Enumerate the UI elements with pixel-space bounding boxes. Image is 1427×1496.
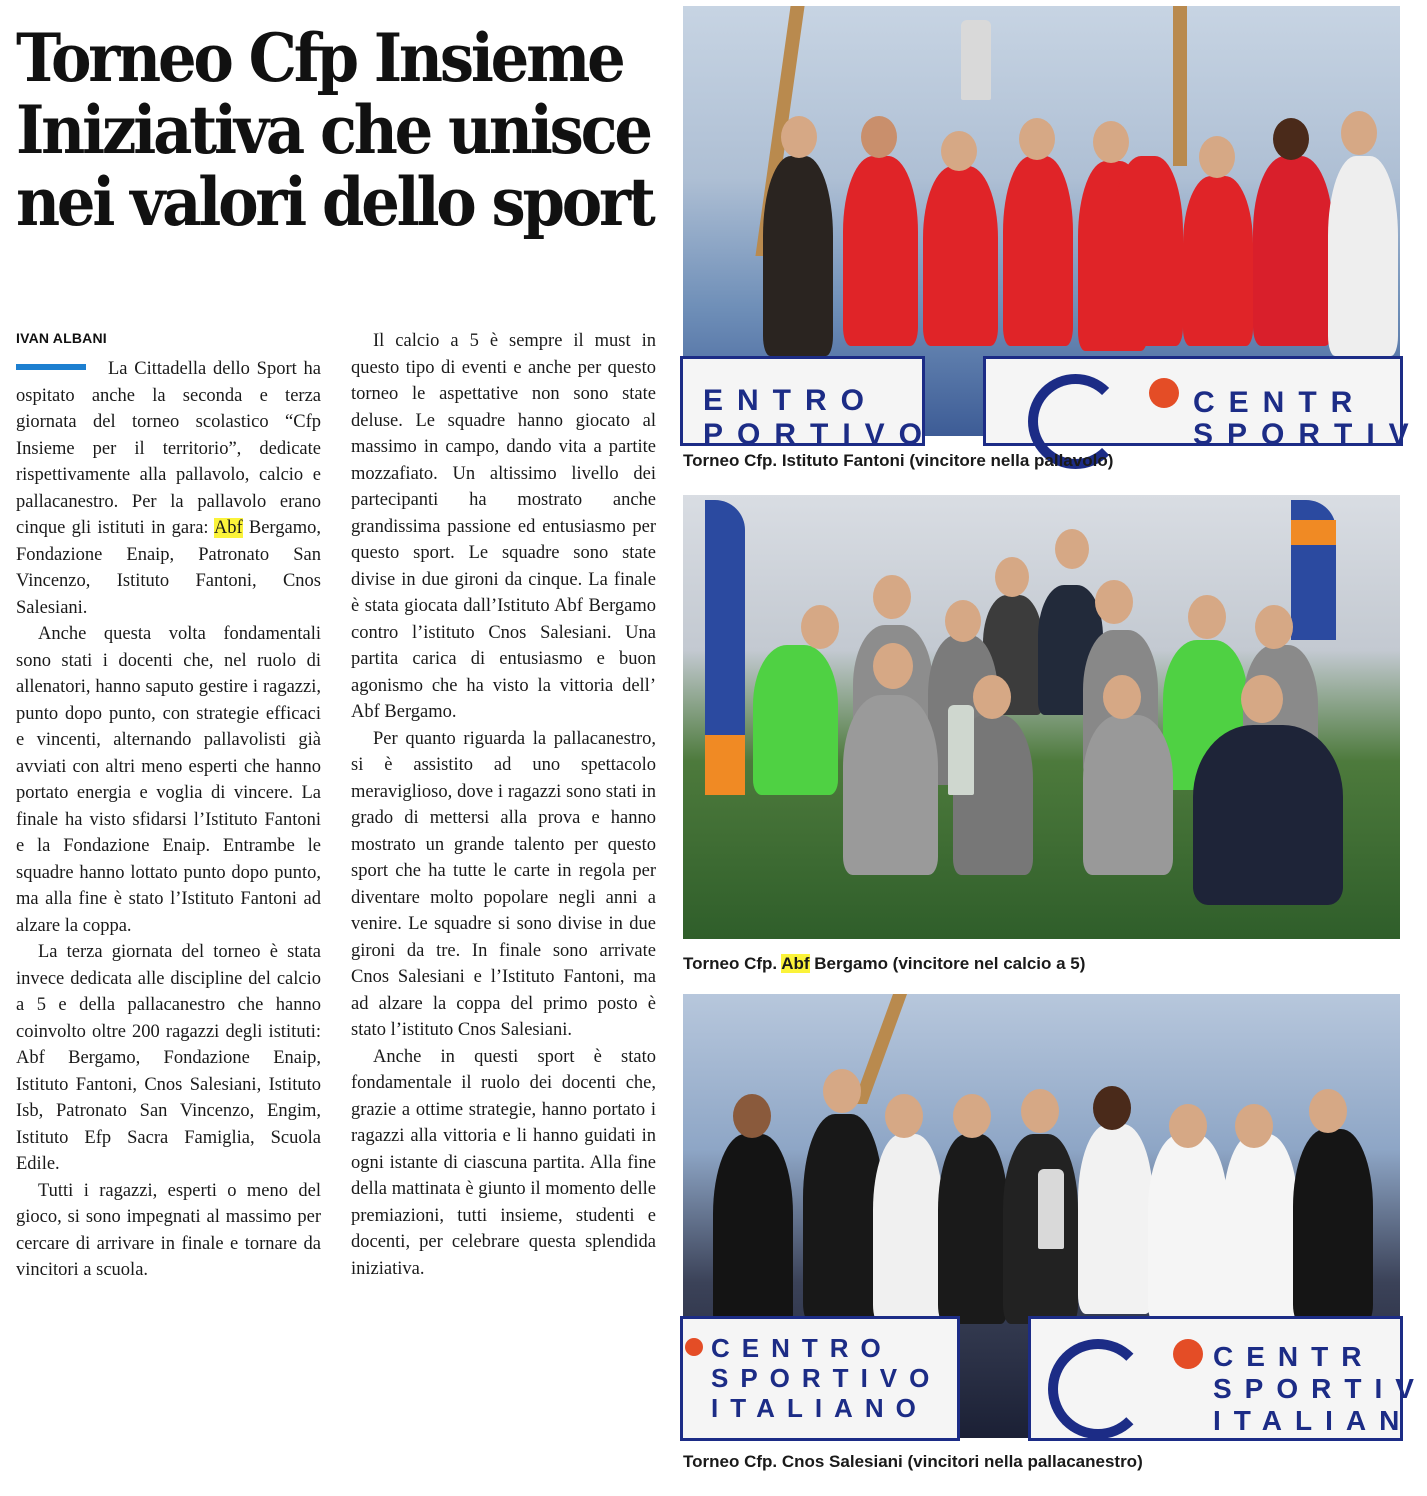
paragraph: La Cittadella dello Sport ha ospitato anche la seconda e terza giornata del torneo scolastico “Cfp Insieme per il territorio”, dedicate rispettivamente alla pallavolo, calcio e pallacanestro. Per la pallavolo erano cinque gli istituti in gara: Abf Bergamo, Fondazione Enaip, Patronato San Vincenzo, Istituto Fantoni, Cnos Salesiani. bbox=[16, 359, 321, 618]
paragraph: Tutti i ragazzi, esperti o meno del gioco, si sono impegnati al massimo per cercare di arrivare in finale e tornare da vincitori a scuola. bbox=[16, 1180, 321, 1280]
person-head bbox=[1341, 111, 1377, 155]
person bbox=[1083, 715, 1173, 875]
person bbox=[1328, 156, 1398, 356]
roof-beam bbox=[853, 994, 907, 1104]
banner-text: ITALIANO bbox=[711, 1393, 928, 1423]
paragraph: Anche questa volta fondamentali sono stati i docenti che, nel ruolo di allenatori, hanno saputo gestire i ragazzi, punto dopo punto, con strategie efficaci e vincenti, alternando pallavolisti già avviati con altri meno esperti che hanno portato energia e voglia di vincere. La finale ha visto sfidarsi l’Istituto Fantoni e la Fondazione Enaip. Entrambe le squadre hanno lottato punto dopo punto, ma alla fine è stato l’Istituto Fantoni ad alzare la coppa. bbox=[16, 624, 321, 936]
person bbox=[1223, 1134, 1298, 1324]
person bbox=[1113, 156, 1183, 346]
paragraph: Anche in questi sport è stato fondamentale il ruolo dei docenti che, grazie a ottime strategie, hanno portato i ragazzi alla vittoria e li hanno guidati in ogni istante di ciascuna partita. Alla fine della mattinata è giunto il momento delle premiazioni, tutti insieme, studenti e docenti, per celebrare questa splendida iniziativa. bbox=[351, 1046, 656, 1279]
person-head bbox=[885, 1094, 923, 1138]
person-head bbox=[733, 1094, 771, 1138]
banner-text: SPORTIV bbox=[1193, 418, 1423, 451]
article-headline bbox=[16, 19, 653, 241]
person-head bbox=[873, 643, 913, 689]
banner-text: SPORTIVO bbox=[711, 1363, 942, 1393]
person-head bbox=[1093, 1086, 1131, 1130]
paragraph: La terza giornata del torneo è stata invece dedicata alle discipline del calcio a 5 e della pallacanestro che hanno coinvolto oltre 200 ragazzi degli istituti: Abf Bergamo, Fondazione Enaip, Istituto Fantoni, Cnos Salesiani, Istituto Isb, Patronato San Vincenzo, Engim, Istituto Efp Sacra Famiglia, Scuola Edile. bbox=[16, 942, 321, 1174]
banner-text: CENTR bbox=[1193, 386, 1367, 419]
flag-banner bbox=[1291, 520, 1336, 545]
person-head bbox=[1103, 675, 1141, 719]
banner-text: ITALIAN bbox=[1213, 1405, 1413, 1436]
flag-banner bbox=[705, 735, 745, 795]
csi-logo-icon bbox=[1048, 1339, 1148, 1439]
person-head bbox=[781, 116, 817, 158]
headline-line-2: Iniziativa che unisce bbox=[16, 91, 650, 169]
photo-caption: Torneo Cfp. Cnos Salesiani (vincitori nella pallacanestro) bbox=[683, 1452, 1143, 1471]
person-head bbox=[1169, 1104, 1207, 1148]
person-head bbox=[1055, 529, 1089, 569]
person-head bbox=[995, 557, 1029, 597]
banner-text: CENTRO bbox=[711, 1333, 893, 1363]
person-head bbox=[1241, 675, 1283, 723]
person bbox=[1148, 1134, 1228, 1324]
person-head bbox=[1188, 595, 1226, 639]
person-head bbox=[1021, 1089, 1059, 1133]
roof-beam bbox=[1173, 6, 1187, 166]
highlighted-text: Abf bbox=[213, 518, 243, 538]
person-head bbox=[1273, 118, 1309, 160]
headline-line-1: Torneo Cfp Insieme bbox=[16, 19, 623, 97]
person-head bbox=[1255, 605, 1293, 649]
trophy-icon bbox=[948, 705, 974, 795]
person bbox=[1193, 725, 1343, 905]
person bbox=[923, 166, 998, 346]
byline: IVAN ALBANI bbox=[16, 330, 107, 346]
photo-caption: Torneo Cfp. Istituto Fantoni (vincitore nella pallavolo) bbox=[683, 451, 1114, 470]
person bbox=[1183, 176, 1253, 346]
banner-text: ENTRO bbox=[703, 384, 878, 417]
paragraph: Il calcio a 5 è sempre il must in questo tipo di eventi e anche per questo torneo le aspettative non sono state deluse. Le squadre hanno giocato al massimo in campo, dando vita a partite mozzafiato. Un altissimo livello dei partecipanti ha mostrato anche grandissima passione ed entusiasmo per questo sport. Le squadre sono state divise in due gironi da cinque. La finale è stata giocata dall’Istituto Abf Bergamo contro l’istituto Cnos Salesiani. Una partita carica di entusiasmo e buon agonismo che ha visto la vittoria dell’ Abf Bergamo. bbox=[351, 331, 656, 722]
person bbox=[803, 1114, 883, 1324]
trophy-icon bbox=[1038, 1169, 1064, 1249]
photo-volleyball-winners bbox=[683, 6, 1423, 451]
article-column-1 bbox=[16, 356, 321, 1284]
person-head bbox=[1309, 1089, 1347, 1133]
person-head bbox=[1199, 136, 1235, 178]
ball-icon bbox=[1149, 378, 1179, 408]
person-head bbox=[1093, 121, 1129, 163]
person-head bbox=[941, 131, 977, 171]
banner-text: PORTIVO bbox=[703, 418, 937, 451]
photo-football-winners bbox=[683, 495, 1400, 939]
person bbox=[753, 645, 838, 795]
ball-icon bbox=[685, 1338, 703, 1356]
person-head bbox=[823, 1069, 861, 1113]
person bbox=[938, 1134, 1008, 1324]
ball-icon bbox=[1173, 1339, 1203, 1369]
person bbox=[843, 156, 918, 346]
photo-basketball-winners bbox=[683, 994, 1427, 1438]
article-column-2 bbox=[351, 328, 656, 1282]
person bbox=[1078, 1124, 1153, 1314]
person bbox=[1253, 156, 1333, 346]
person bbox=[843, 695, 938, 875]
person-head bbox=[801, 605, 839, 649]
person bbox=[763, 156, 833, 356]
headline-line-3: nei valori dello sport bbox=[16, 163, 653, 241]
person-head bbox=[1095, 580, 1133, 624]
photo-caption: Torneo Cfp. Abf Bergamo (vincitore nel calcio a 5) bbox=[683, 954, 1086, 973]
person-head bbox=[1019, 118, 1055, 160]
person-head bbox=[953, 1094, 991, 1138]
person-head bbox=[973, 675, 1011, 719]
highlighted-text: Abf bbox=[781, 954, 810, 973]
person bbox=[1003, 156, 1073, 346]
person bbox=[1293, 1129, 1373, 1324]
person-head bbox=[945, 600, 981, 642]
person-head bbox=[861, 116, 897, 158]
person bbox=[873, 1134, 943, 1324]
paragraph: Per quanto riguarda la pallacanestro, si è assistito ad uno spettacolo meraviglioso, dove i ragazzi sono stati in grado di mettersi alla prova e hanno mostrato un grande talento per questo sport che ha tutte le carte in regola per diventare molto popolare negli anni a venire. Le squadre si sono divise in due gironi da tre. In finale sono arrivate Cnos Salesiani e l’Istituto Fantoni, ma ad alzare la coppa del primo posto è stato l’istituto Cnos Salesiani. bbox=[351, 728, 656, 1040]
trophy-icon bbox=[961, 20, 991, 100]
person-head bbox=[1235, 1104, 1273, 1148]
person bbox=[713, 1134, 793, 1334]
person-head bbox=[873, 575, 911, 619]
banner-text: SPORTIV bbox=[1213, 1373, 1427, 1404]
banner-text: CENTR bbox=[1213, 1341, 1375, 1372]
